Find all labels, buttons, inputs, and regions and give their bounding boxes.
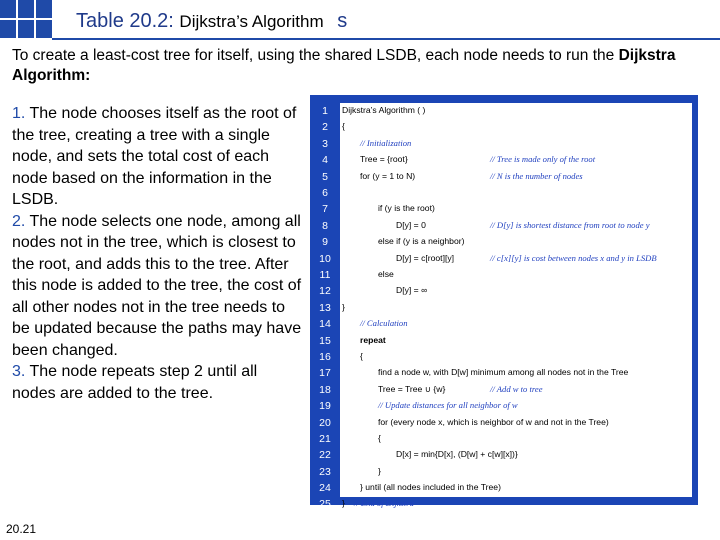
line-number: 24 (319, 482, 331, 495)
line-number: 15 (319, 334, 331, 347)
code-line: { (360, 351, 363, 361)
step-number: 1. (12, 105, 26, 122)
code-line: D[y] = c[root][y] (396, 252, 455, 263)
line-number: 25 (319, 498, 331, 510)
line-number: 14 (319, 318, 331, 331)
line-number: 18 (319, 383, 331, 396)
step-number: 3. (12, 363, 26, 380)
line-number: 20 (319, 416, 331, 429)
line-number: 23 (319, 465, 331, 478)
code-line: { (378, 433, 381, 443)
line-number: 10 (319, 252, 331, 265)
line-number: 7 (322, 203, 328, 216)
code-line: for (y = 1 to N) (360, 170, 416, 181)
code-comment: // N is the number of nodes (490, 170, 583, 181)
line-number: 13 (319, 301, 331, 314)
code-comment: // End of Dijkstra (354, 498, 414, 508)
step-text: The node selects one node, among all nodes not in the tree, which is closest to the root, and adds this to the tree. After this node is added to the tree, the cost of all other nodes not in the tree needs to be updated because the paths may have been changed. (12, 212, 302, 359)
line-number: 19 (319, 400, 331, 413)
title-rule (52, 38, 720, 40)
code-line: D[y] = ∞ (396, 285, 428, 296)
code-line: D[x] = min{D[x], (D[w] + c[w][x])} (396, 449, 518, 460)
code-comment: // c[x][y] is cost between nodes x and y in LSDB (490, 252, 657, 263)
title-number: Table 20.2 (76, 10, 169, 32)
step-3 (12, 361, 302, 404)
code-line: } (342, 301, 345, 312)
line-number: 21 (319, 433, 331, 445)
title-colon: : (168, 10, 174, 32)
code-comment: // Update distances for all neighbor of w (378, 400, 518, 411)
step-text: The node repeats step 2 until all nodes are added to the tree. (12, 363, 258, 402)
line-number: 4 (322, 154, 328, 167)
intro-text: To create a least-cost tree for itself, using the shared LSDB, each node needs to run the (12, 47, 619, 64)
code-listing (310, 95, 698, 510)
title-text: Dijkstra’s Algorithm (179, 12, 324, 31)
code-comment: // D[y] is shortest distance from root to node y (490, 219, 650, 230)
code-panel (340, 103, 692, 508)
line-number: 8 (322, 219, 328, 232)
line-number: 12 (319, 285, 331, 298)
code-line: else if (y is a neighbor) (378, 236, 465, 247)
step-number: 2. (12, 212, 26, 230)
intro-bold-text: Dijkstra Algorithm: (12, 47, 676, 84)
line-number: 3 (322, 137, 328, 150)
code-line: } (342, 498, 345, 508)
code-comment: // Calculation (360, 318, 408, 329)
step-2 (12, 211, 302, 362)
code-line: Dijkstra’s Algorithm ( ) (342, 105, 426, 115)
line-number: 17 (319, 367, 331, 380)
intro-paragraph (12, 46, 712, 86)
line-number: 1 (322, 105, 328, 117)
page-title (76, 10, 347, 33)
code-line: repeat (360, 334, 386, 345)
page-number: 20.21 (6, 522, 37, 536)
code-line: } (378, 465, 381, 476)
code-line: { (342, 121, 345, 132)
code-line: } until (all nodes included in the Tree) (360, 482, 501, 493)
code-comment: // Add w to tree (490, 383, 543, 394)
line-number: 6 (322, 187, 328, 199)
code-line: if (y is the root) (378, 203, 435, 214)
code-comment: // Tree is made only of the root (490, 154, 596, 165)
line-number: 11 (319, 269, 331, 281)
step-1 (12, 103, 302, 211)
logo (0, 0, 52, 38)
line-number: 9 (322, 236, 328, 249)
line-number: 16 (319, 351, 331, 363)
line-number: 5 (322, 170, 328, 183)
line-number: 22 (319, 449, 331, 462)
line-number: 2 (322, 121, 328, 134)
code-line: else (378, 269, 394, 279)
code-line: Tree = {root} (360, 154, 408, 165)
code-line: find a node w, with D[w] minimum among all nodes not in the Tree (378, 367, 629, 378)
step-text: The node chooses itself as the root of the tree, creating a tree with a single node, and sets the total cost of each node based on the information in the LSDB. (12, 105, 297, 208)
steps-list (12, 103, 302, 404)
code-line: D[y] = 0 (396, 219, 426, 230)
code-line: Tree = Tree ∪ {w} (378, 383, 446, 394)
code-comment: // Initialization (360, 137, 412, 148)
code-line: for (every node x, which is neighbor of w and not in the Tree) (378, 416, 609, 427)
title-suffix: s (337, 10, 348, 32)
